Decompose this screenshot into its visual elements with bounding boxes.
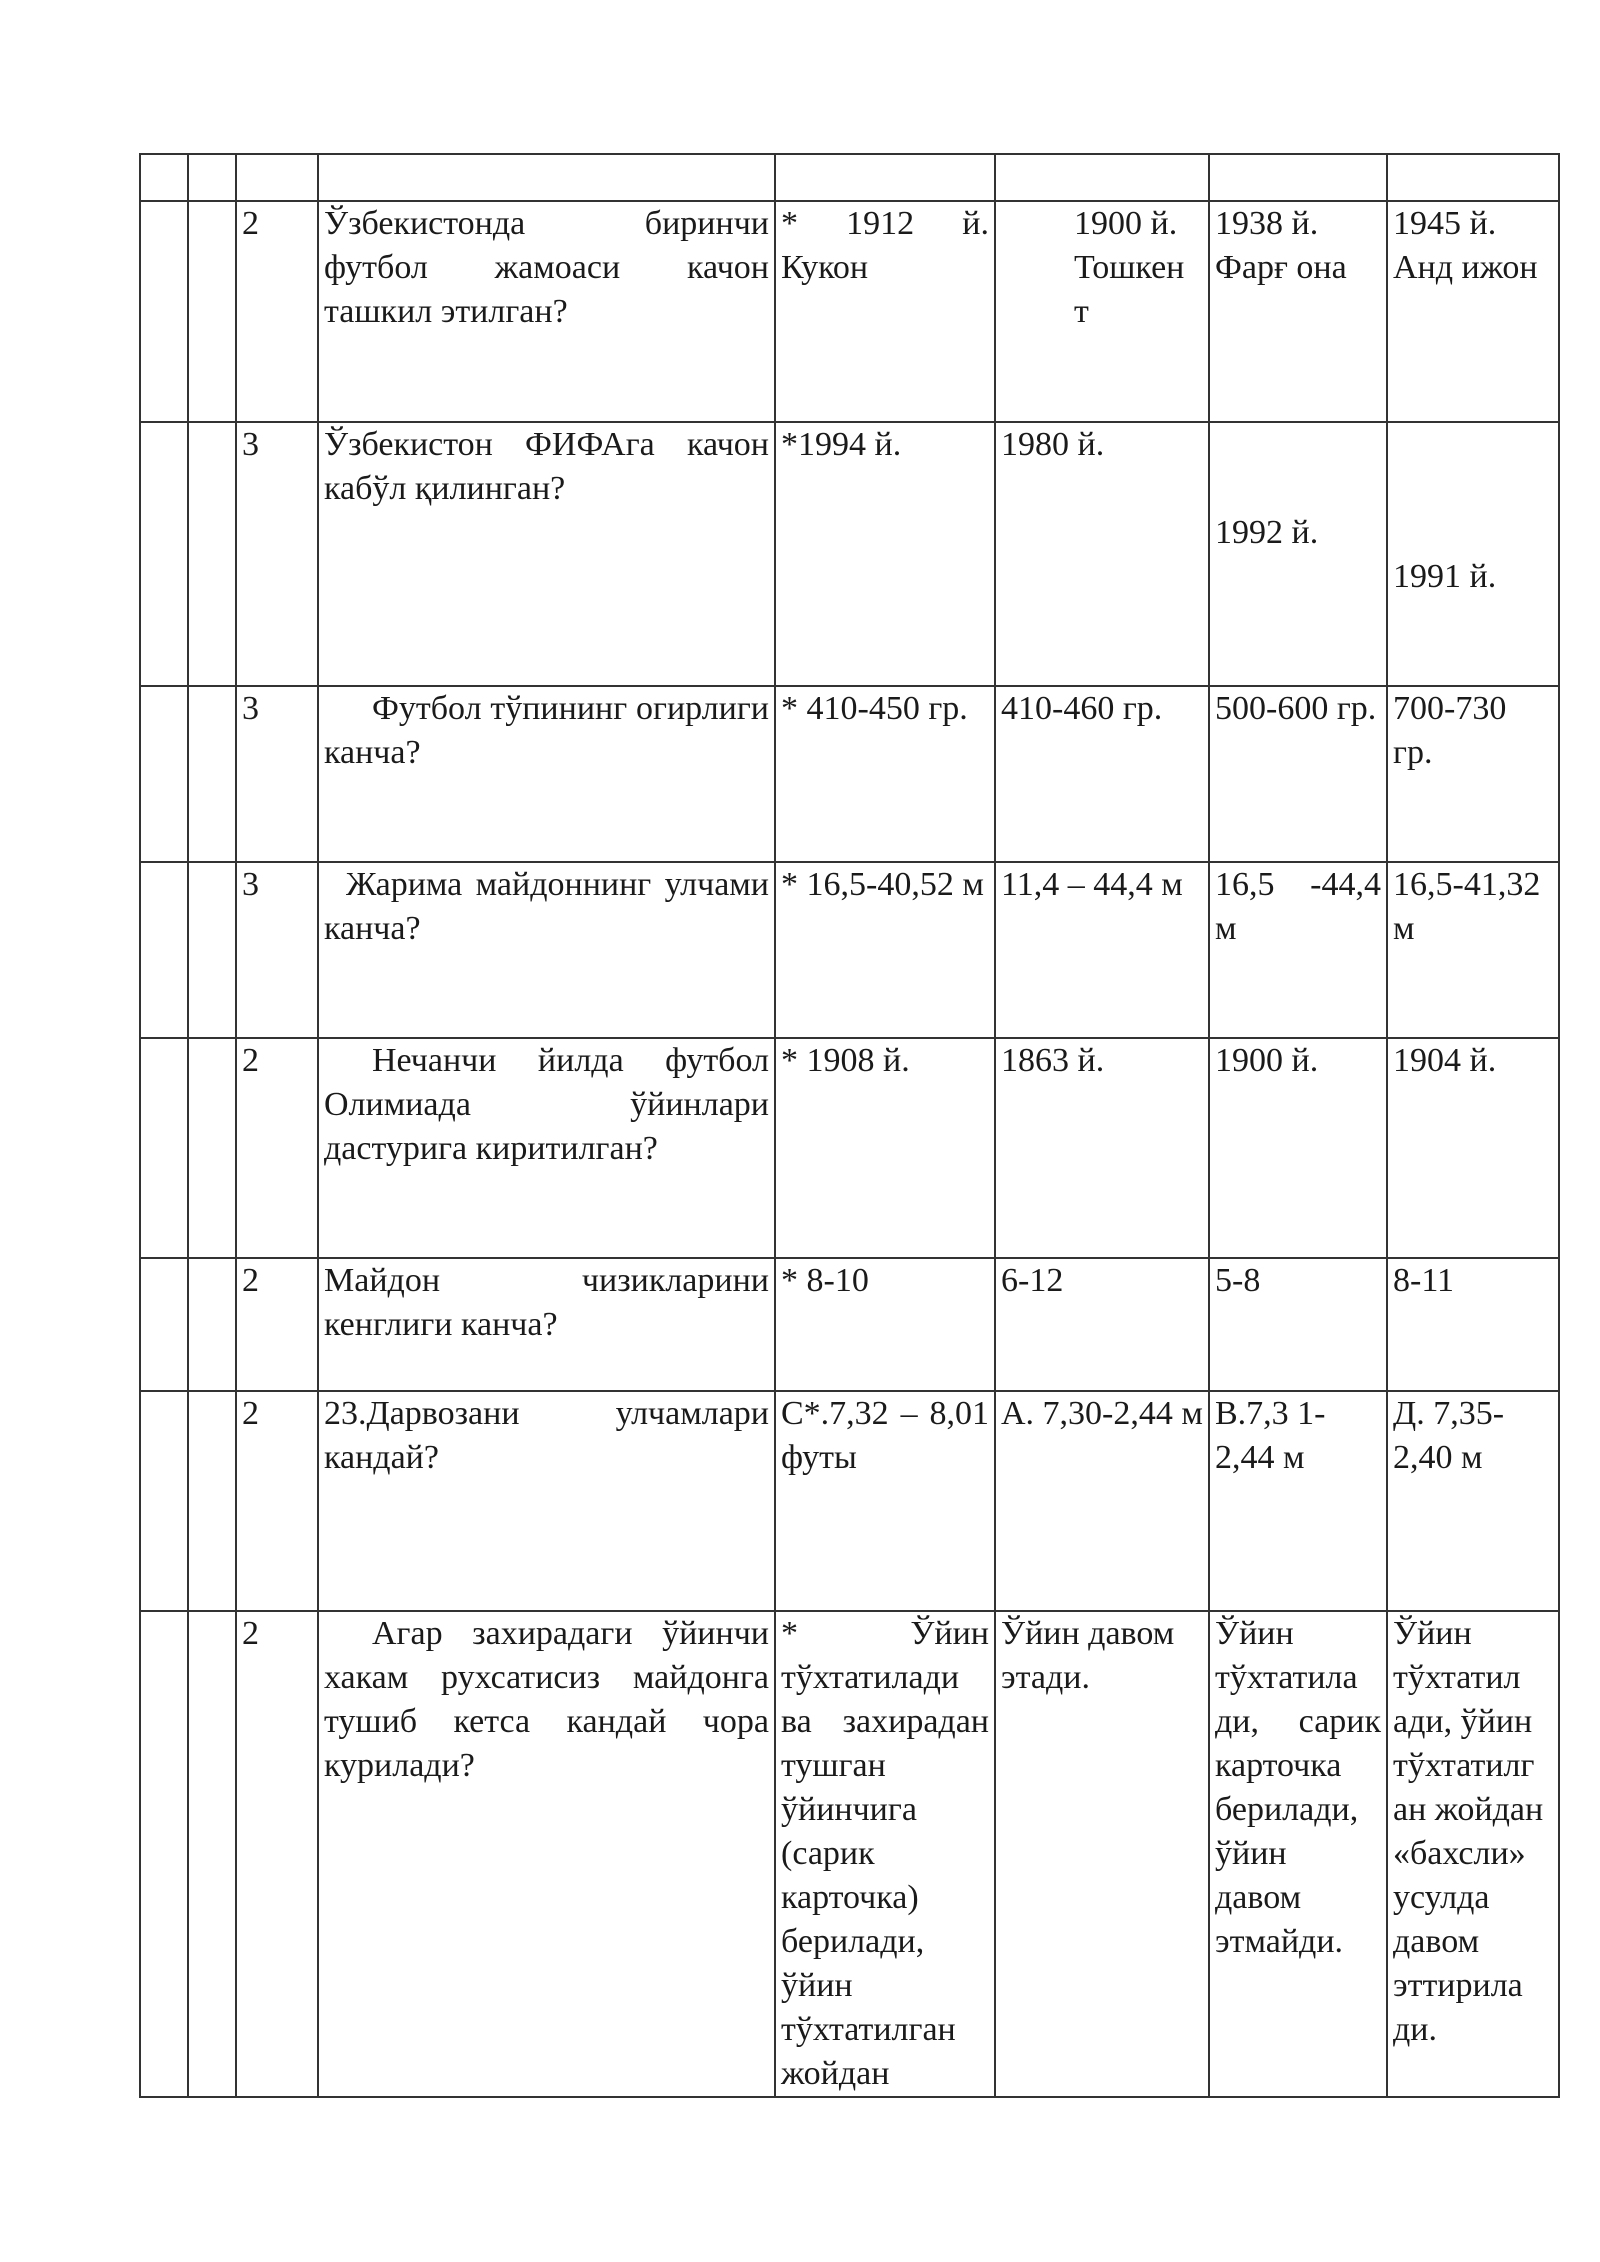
empty-cell [188, 422, 236, 686]
question-cell: Ўзбекистонда биринчи футбол жамоаси качон ташкил этилган? [318, 201, 775, 422]
question-cell: Футбол тўпининг огирлиги канча? [318, 686, 775, 862]
table-row [140, 1258, 1559, 1391]
answer-c-cell: Ўйин тўхтатила ди, сарик карточка берилади, ўйин давом этмайди. [1209, 1611, 1387, 2097]
empty-cell [140, 686, 188, 862]
points-cell: 3 [236, 686, 318, 862]
empty-cell [188, 154, 236, 201]
answer-c-cell: 500-600 гр. [1209, 686, 1387, 862]
empty-cell [188, 201, 236, 422]
answer-a-cell: * 16,5-40,52 м [775, 862, 995, 1038]
answer-b-cell: 1980 й. [995, 422, 1209, 686]
empty-cell [995, 154, 1209, 201]
points-cell: 2 [236, 1611, 318, 2097]
answer-b-cell: 11,4 – 44,4 м [995, 862, 1209, 1038]
table-row [140, 1611, 1559, 2097]
empty-cell [236, 154, 318, 201]
points-cell: 2 [236, 1038, 318, 1258]
answer-d-cell: 8-11 [1387, 1258, 1559, 1391]
answer-c-cell: 1992 й. [1209, 422, 1387, 686]
empty-cell [140, 1258, 188, 1391]
answer-c-cell: В.7,3 1-2,44 м [1209, 1391, 1387, 1611]
answer-d-cell: Д. 7,35-2,40 м [1387, 1391, 1559, 1611]
answer-d-cell: 16,5-41,32 м [1387, 862, 1559, 1038]
empty-cell [1387, 154, 1559, 201]
points-cell: 3 [236, 422, 318, 686]
answer-b-cell: 410-460 гр. [995, 686, 1209, 862]
answer-a-cell: * 1912 й. Кукон [775, 201, 995, 422]
answer-a-cell: * 410-450 гр. [775, 686, 995, 862]
answer-d-cell: 1945 й. Анд ижон [1387, 201, 1559, 422]
answer-a-cell: C*.7,32 – 8,01 футы [775, 1391, 995, 1611]
question-cell: Майдон чизикларини кенглиги канча? [318, 1258, 775, 1391]
empty-cell [140, 1611, 188, 2097]
empty-cell [140, 154, 188, 201]
answer-a-cell: * Ўйин тўхтатилади ва захирадан тушган ўйинчига (сарик карточка) берилади, ўйин тўхтатилган жойдан [775, 1611, 995, 2097]
table-row [140, 686, 1559, 862]
table-row [140, 1391, 1559, 1611]
answer-d-cell: Ўйин тўхтатил ади, ўйин тўхтатилг ан жойдан «бахсли» усулда давом эттирила ди. [1387, 1611, 1559, 2097]
question-cell: 23.Дарвозани улчамлари кандай? [318, 1391, 775, 1611]
answer-c-cell: 1900 й. [1209, 1038, 1387, 1258]
empty-cell [188, 1038, 236, 1258]
quiz-table [139, 153, 1560, 2098]
points-cell: 2 [236, 1258, 318, 1391]
empty-cell [1209, 154, 1387, 201]
answer-b-cell: Ўйин давом этади. [995, 1611, 1209, 2097]
answer-d-cell: 700-730 гр. [1387, 686, 1559, 862]
empty-cell [188, 862, 236, 1038]
empty-cell [775, 154, 995, 201]
answer-d-cell: 1904 й. [1387, 1038, 1559, 1258]
answer-a-cell: * 1908 й. [775, 1038, 995, 1258]
empty-cell [188, 1258, 236, 1391]
points-cell: 2 [236, 1391, 318, 1611]
answer-a-cell: * 8-10 [775, 1258, 995, 1391]
answer-b-cell: 1863 й. [995, 1038, 1209, 1258]
answer-c-cell: 16,5 -44,4 м [1209, 862, 1387, 1038]
answer-c-cell: 1938 й. Фарғ она [1209, 201, 1387, 422]
answer-b-cell: А. 7,30-2,44 м [995, 1391, 1209, 1611]
table-row [140, 201, 1559, 422]
empty-cell [188, 686, 236, 862]
empty-cell [188, 1391, 236, 1611]
answer-c-cell: 5-8 [1209, 1258, 1387, 1391]
question-cell: Ўзбекистон ФИФАга качон кабўл қилинган? [318, 422, 775, 686]
empty-cell [318, 154, 775, 201]
empty-cell [140, 1391, 188, 1611]
table-row [140, 422, 1559, 686]
empty-cell [140, 422, 188, 686]
empty-cell [140, 1038, 188, 1258]
question-cell: Агар захирадаги ўйинчи хакам рухсатисиз майдонга тушиб кетса кандай чора курилади? [318, 1611, 775, 2097]
empty-cell [140, 862, 188, 1038]
empty-cell [140, 201, 188, 422]
points-cell: 3 [236, 862, 318, 1038]
table-row [140, 862, 1559, 1038]
points-cell: 2 [236, 201, 318, 422]
answer-b-cell: 6-12 [995, 1258, 1209, 1391]
question-cell: Жарима майдоннинг улчами канча? [318, 862, 775, 1038]
empty-cell [188, 1611, 236, 2097]
answer-d-cell: 1991 й. [1387, 422, 1559, 686]
table-row [140, 1038, 1559, 1258]
question-cell: Нечанчи йилда футбол Олимиада ўйинлари дастурига киритилган? [318, 1038, 775, 1258]
answer-a-cell: *1994 й. [775, 422, 995, 686]
table-header-row [140, 154, 1559, 201]
answer-b-cell: 1900 й. Тошкен т [995, 201, 1209, 422]
